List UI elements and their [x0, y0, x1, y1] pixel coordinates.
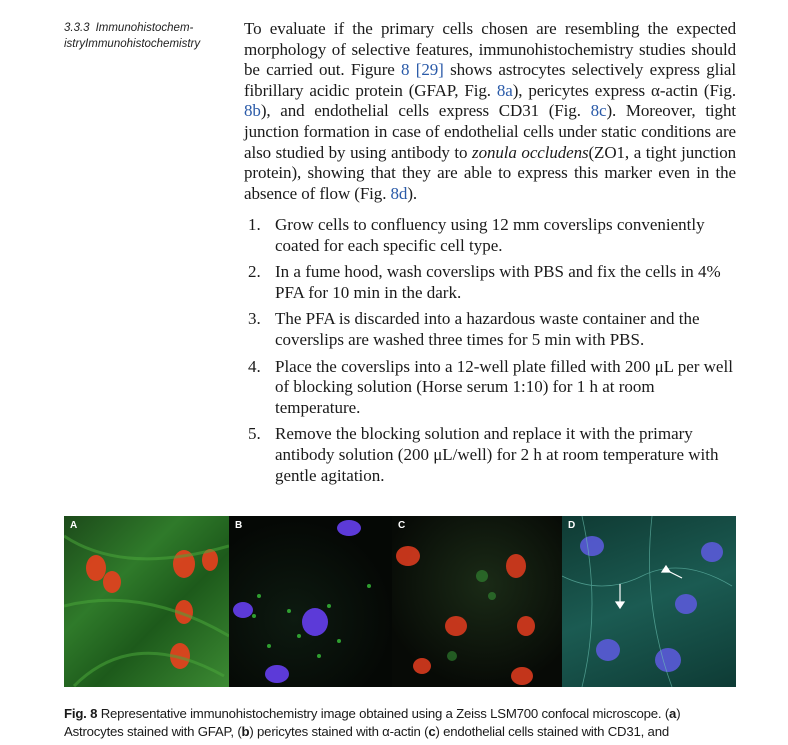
body-paragraph: [244, 19, 736, 204]
microscopy-figure: [64, 516, 736, 687]
panel-label: C: [398, 520, 406, 531]
step-text: Place the coverslips into a 12-well plate filled with 200 μL per well of blocking solution (Horse serum 1:10) for 1 h at room temperature.: [275, 356, 733, 417]
panel-ref: c: [428, 724, 436, 739]
list-item: [248, 262, 736, 303]
step-number: 2.: [248, 262, 261, 282]
figure-caption: [64, 705, 736, 741]
text-run: ), and endothelial cells express CD31 (Fig.: [260, 101, 591, 121]
step-text: Grow cells to confluency using 12 mm coverslips conveniently coated for each specific cell type.: [275, 215, 705, 255]
text-run: ) Astrocytes stained with GFAP, (: [64, 706, 681, 739]
list-item: [248, 424, 736, 486]
text-run: (ZO1, a tight junction protein), showing that they are able to express this marker even in the absence of flow (Fig.: [244, 142, 736, 203]
list-item: [248, 357, 736, 419]
step-text: Remove the blocking solution and replace it with the primary antibody solution (200 μL/well) for 2 h at room temperature with gentle agitation.: [275, 424, 719, 485]
arrow-icon: [616, 566, 682, 608]
endothelial-image: [392, 516, 562, 687]
figure-link[interactable]: 8a: [496, 80, 513, 100]
figure-panel-d: [562, 516, 736, 687]
panel-ref: b: [241, 724, 250, 739]
text-run: ).: [407, 183, 418, 203]
caption-label: Fig. 8: [64, 706, 98, 721]
italic-term: zonula occludens: [472, 142, 589, 162]
text-run: ) pericytes stained with α-actin (: [249, 724, 429, 739]
step-text: The PFA is discarded into a hazardous waste container and the coverslips are washed three times for 5 min with PBS.: [275, 309, 700, 349]
step-number: 5.: [248, 424, 261, 444]
section-heading: [64, 20, 234, 52]
figure-link[interactable]: 8d: [390, 183, 408, 203]
list-item: [248, 215, 736, 256]
text-run: ). Moreover, tight junction formation in case of endothelial cells under static conditions are also studied by using antibody to: [244, 101, 736, 162]
text-run: To evaluate if the primary cells chosen are resembling the expected morphology of selective features, immunohistochemistry studies should be carried out. Figure: [244, 19, 736, 80]
step-number: 1.: [248, 215, 261, 234]
panel-label: D: [568, 520, 576, 531]
panel-label: A: [70, 520, 78, 531]
figure-link[interactable]: 8c: [590, 101, 607, 121]
step-text: In a fume hood, wash coverslips with PBS and fix the cells in 4% PFA for 10 min in the dark.: [275, 262, 721, 302]
text-run: shows astrocytes selectively express glial fibrillary acidic protein (GFAP, Fig.: [244, 60, 736, 100]
step-number: 3.: [248, 309, 261, 329]
astrocyte-image: [64, 516, 229, 687]
section-title: Immunohistochem-istryImmunohistochemistry: [64, 22, 201, 50]
panel-ref: a: [669, 706, 677, 721]
pericyte-image: [229, 516, 392, 687]
figure-panel-b: [229, 516, 392, 687]
list-item: [248, 309, 736, 350]
figure-link[interactable]: 8b: [244, 101, 261, 121]
figure-panel-a: [64, 516, 229, 687]
text-run: Representative immunohistochemistry image obtained using a Zeiss LSM700 confocal microscope. (: [97, 706, 670, 721]
figure-panel-c: [392, 516, 562, 687]
protocol-steps: [248, 215, 736, 492]
step-number: 4.: [248, 356, 261, 376]
figure-link[interactable]: 8: [401, 60, 410, 80]
section-number: 3.3.3: [64, 22, 90, 34]
panel-label: B: [235, 520, 243, 531]
text-run: ), pericytes express α-actin (Fig.: [512, 80, 736, 100]
text-run: ) endothelial cells stained with CD31, and: [435, 724, 669, 739]
zo1-image: [562, 516, 736, 687]
citation-link[interactable]: [29]: [415, 60, 444, 80]
